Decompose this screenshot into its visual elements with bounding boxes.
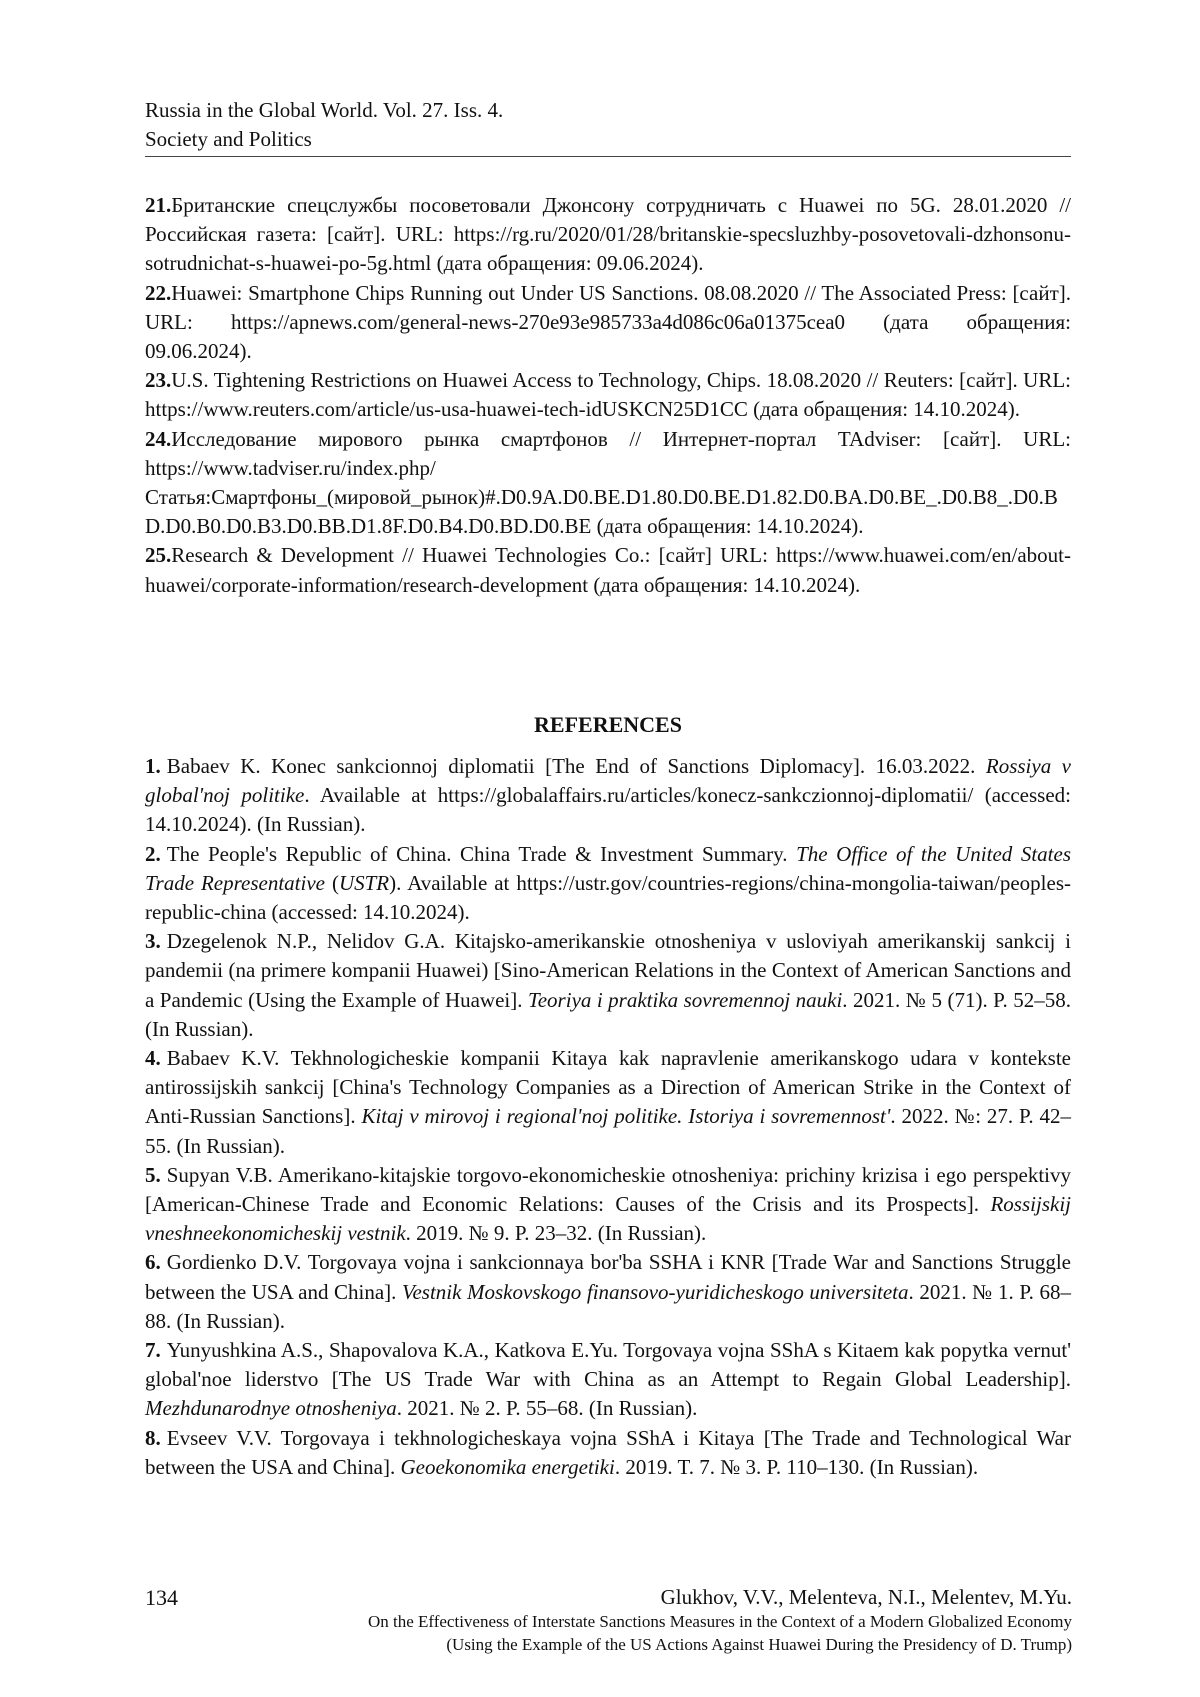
reference-details: . 2021. № 2. P. 55–68. (In Russian). xyxy=(396,1396,698,1421)
journal-name: Teoriya i praktika sovremennoj nauki xyxy=(527,987,843,1012)
reference-details: . 2021. № 5 (71). P. 52–58. (In Russian). xyxy=(145,987,1072,1041)
reference-entry xyxy=(145,752,1071,840)
journal-title: Russia in the Global World. Vol. 27. Iss. 4. xyxy=(145,98,504,122)
reference-entry xyxy=(145,1248,1071,1336)
reference-entry xyxy=(145,1161,1071,1249)
reference-number: 5. xyxy=(145,1162,161,1187)
reference-text: Dzegelenok N.P., Nelidov G.A. Kitajsko-amerikanskie otnosheniya v usloviyah amerikanskij sankcij i pandemii (na primere kompanii Huawei) [Sino-American Relations in the Context of American Sanctions and a Pandemic (Using the Example of Huawei]. xyxy=(145,929,1071,1012)
reference-text: Research & Development // Huawei Technologies Co.: [сайт] URL: https://www.huawei.com/en/about-huawei/corporate-information/research-development (дата обращения: 14.10.2024). xyxy=(145,543,1071,597)
reference-number: 2. xyxy=(145,841,161,866)
section-title: Society and Politics xyxy=(145,127,312,151)
running-footer xyxy=(368,1584,1072,1656)
reference-number: 21. xyxy=(145,193,172,217)
reference-number: 7. xyxy=(145,1338,161,1363)
reference-number: 23. xyxy=(145,368,172,393)
reference-text: Gordienko D.V. Torgovaya vojna i sankcionnaya bor'ba SSHA i KNR [Trade War and Sanctions Struggle between the USA and China]. xyxy=(145,1250,1071,1304)
reference-text: Yunyushkina A.S., Shapovalova K.A., Katkova E.Yu. Torgovaya vojna SShA s Kitaem kak popytka vernut' global'noe liderstvo [The US Trade War with China as an Attempt to Regain Global Leadership]. xyxy=(145,1338,1071,1392)
references-heading: REFERENCES xyxy=(534,712,682,737)
journal-name: Vestnik Moskovskogo finansovo-yuridicheskogo universiteta xyxy=(401,1279,909,1304)
reference-details: . 2019. № 9. P. 23–32. (In Russian). xyxy=(405,1221,707,1246)
reference-details: . Available at https://globalaffairs.ru/articles/konecz-sankczionnoj-diplomatii/ (accessed: 14.10.2024). (In Russian). xyxy=(145,783,1071,837)
reference-details: ). Available at https://ustr.gov/countries-regions/china-mongolia-taiwan/peoples-republic-china (accessed: 14.10.2024). xyxy=(145,870,1071,925)
footer-article-subtitle: (Using the Example of the US Actions Against Huawei During the Presidency of D. Trump) xyxy=(446,1635,1072,1654)
reference-number: 25. xyxy=(145,543,172,568)
reference-number: 6. xyxy=(145,1250,161,1275)
reference-text: Британские спецслужбы посоветовали Джонсону сотрудничать с Huawei по 5G. 28.01.2020 // Российская газета: [сайт]. URL: https://rg.ru/2020/01/28/britanskie-specsluzhby-posovetovali-dzhonsonu-sotrudnichat-s-huawei-po-5g.html (дата обращения: 09.06.2024). xyxy=(145,193,1071,276)
reference-entry xyxy=(145,840,1071,928)
reference-text: Evseev V.V. Torgovaya i tekhnologicheskaya vojna SShA i Kitaya [The Trade and Technological War between the USA and China]. xyxy=(145,1425,1071,1479)
reference-number: 8. xyxy=(145,1425,161,1450)
reference-number: 4. xyxy=(145,1046,161,1071)
header-divider xyxy=(145,156,1071,157)
reference-entry xyxy=(145,279,1071,367)
page-number: 134 xyxy=(145,1585,178,1610)
journal-name: Geoekonomika energetiki xyxy=(400,1454,615,1479)
reference-entry xyxy=(145,927,1071,1044)
journal-name: The Office of the United States Trade Representative xyxy=(145,841,1071,895)
reference-text: Babaev K. Konec sankcionnoj diplomatii [The End of Sanctions Diplomacy]. 16.03.2022. xyxy=(166,754,986,778)
footer-authors: Glukhov, V.V., Melenteva, N.I., Melentev, M.Yu. xyxy=(660,1585,1072,1609)
reference-details: . 2021. № 1. P. 68–88. (In Russian). xyxy=(145,1279,1071,1333)
reference-text: Babaev K.V. Tekhnologicheskie kompanii Kitaya kak napravlenie amerikanskogo udara v kontekste antirossijskih sankcij [China's Technology Companies as a Direction of American Strike in the Context of Anti-Russian Sanctions]. xyxy=(145,1046,1071,1129)
reference-entry xyxy=(145,425,1071,542)
reference-entry xyxy=(145,1336,1071,1424)
journal-name: Mezhdunarodnye otnosheniya xyxy=(145,1396,397,1421)
reference-text: Исследование мирового рынка смартфонов // Интернет-портал TAdviser: [сайт]. URL: https://www.tadviser.ru/index.php/Статья:Смартфоны_(мировой_рынок)#.D0.9A.D0.BE.D1.80.D0.BE.D1.82.D0.BA.D0.BE_.D0.B8_.D0.BD.D0.B0.D0.B3.D0.BB.D1.8F.D0.B4.D0.BD.D0.BE (дата обращения: 14.10.2024). xyxy=(145,426,1071,539)
running-header xyxy=(145,96,1071,154)
reference-number: 24. xyxy=(145,426,172,451)
reference-entry xyxy=(145,191,1071,279)
reference-text-mid: ( xyxy=(324,870,339,895)
reference-number: 1. xyxy=(145,754,161,778)
journal-name: Rossijskij vneshneekonomicheskij vestnik xyxy=(145,1192,1071,1246)
footer-article-title: On the Effectiveness of Interstate Sanctions Measures in the Context of a Modern Globalized Economy xyxy=(367,1612,1072,1631)
reference-details: . 2022. №: 27. P. 42–55. (In Russian). xyxy=(145,1104,1071,1158)
reference-number: 3. xyxy=(145,929,161,954)
reference-entry xyxy=(145,1044,1071,1161)
english-reference-list xyxy=(145,752,1071,1482)
reference-entry xyxy=(145,366,1071,424)
reference-text: U.S. Tightening Restrictions on Huawei Access to Technology, Chips. 18.08.2020 // Reuters: [сайт]. URL: https://www.reuters.com/article/us-usa-huawei-tech-idUSKCN25D1CC (дата обращения: 14.10.2024). xyxy=(145,368,1071,422)
journal-name: Kitaj v mirovoj i regional'noj politike. Istoriya i sovremennost' xyxy=(361,1104,891,1129)
reference-entry xyxy=(145,1424,1071,1482)
reference-text: Huawei: Smartphone Chips Running out Under US Sanctions. 08.08.2020 // The Associated Press: [сайт]. URL: https://apnews.com/general-news-270e93e985733a4d086c06a01375cea0 (дата обращения: 09.06.2024). xyxy=(145,280,1071,364)
reference-entry xyxy=(145,541,1071,599)
reference-number: 22. xyxy=(145,280,172,305)
reference-text: The People's Republic of China. China Trade & Investment Summary. xyxy=(166,841,797,866)
journal-abbrev: USTR xyxy=(338,870,390,895)
reference-text: Supyan V.B. Amerikano-kitajskie torgovo-ekonomicheskie otnosheniya: prichiny krizisa i ego perspektivy [American-Chinese Trade and Economic Relations: Causes of the Crisis and its Prospects]. xyxy=(145,1162,1071,1217)
russian-reference-list xyxy=(145,191,1071,600)
journal-name: Rossiya v global'noj politike xyxy=(145,754,1071,808)
reference-details: . 2019. T. 7. № 3. P. 110–130. (In Russian). xyxy=(614,1454,979,1479)
